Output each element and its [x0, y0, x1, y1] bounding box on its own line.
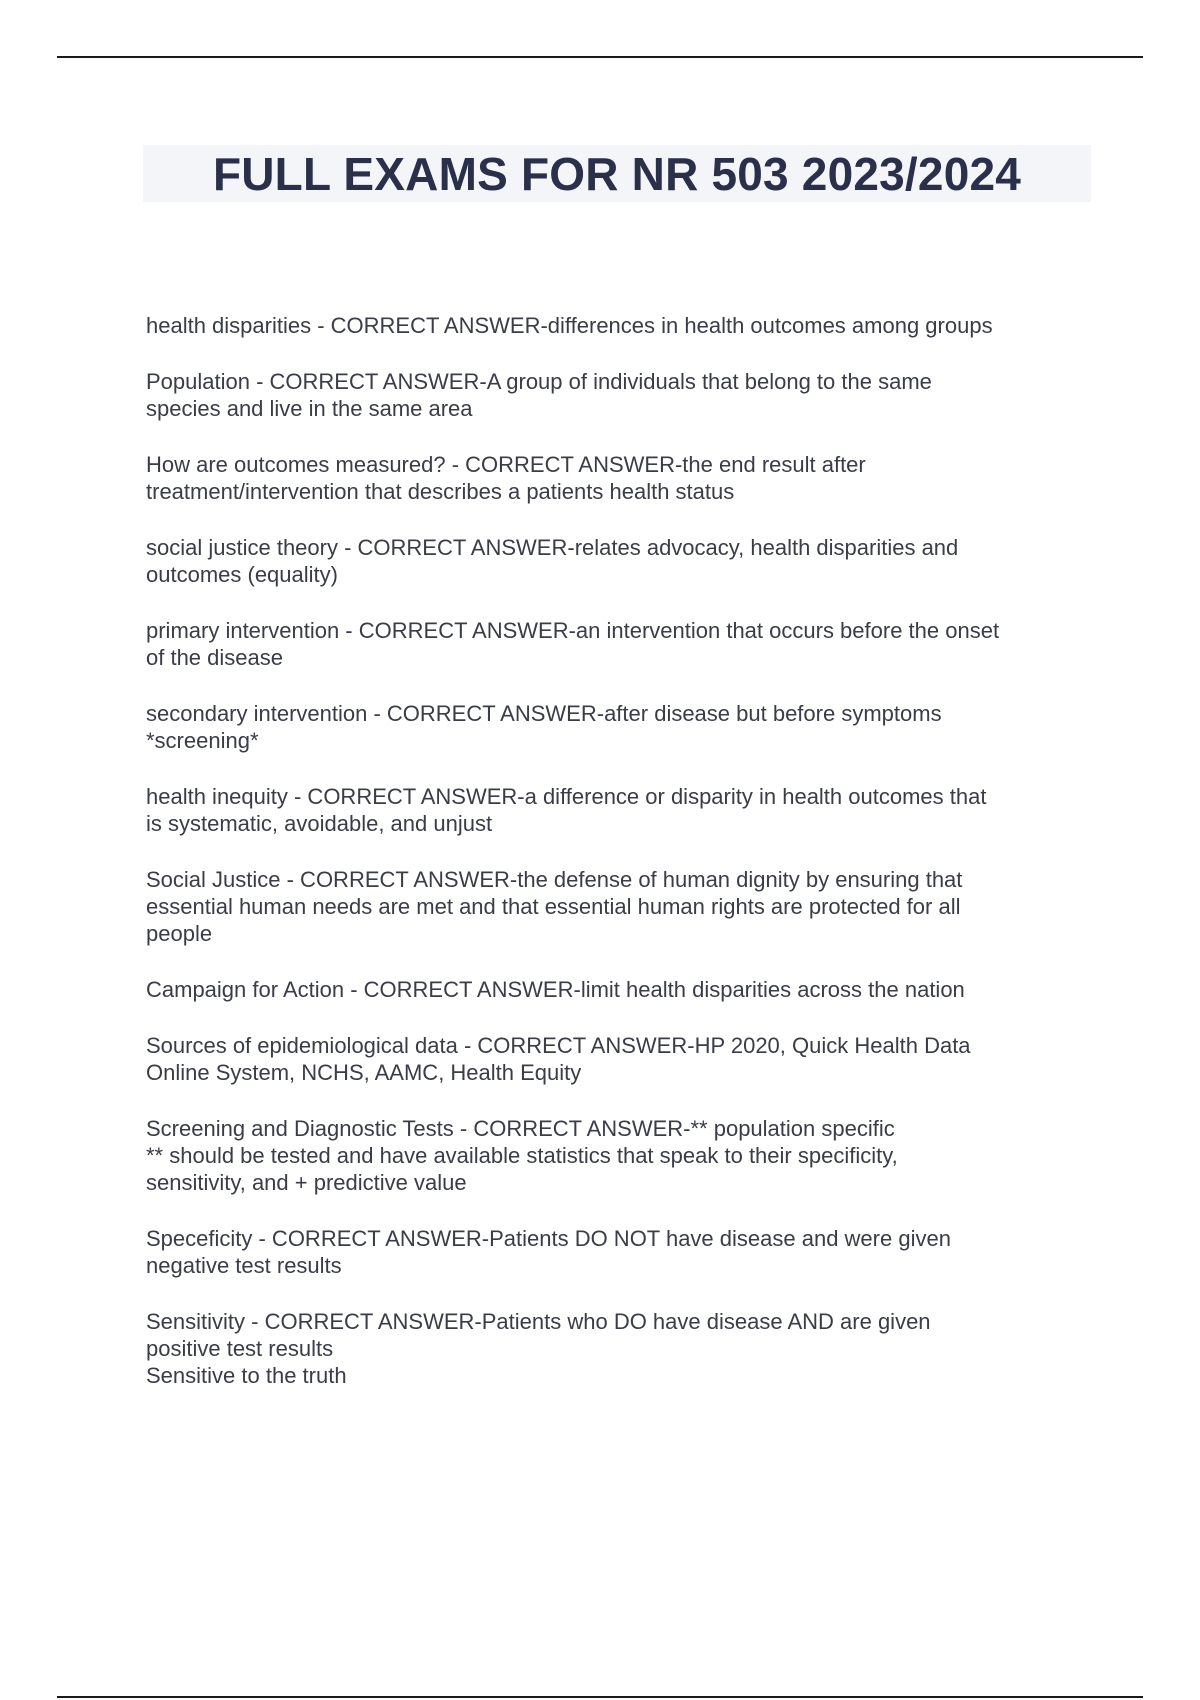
- bottom-rule: [57, 1696, 1143, 1698]
- qa-entry-epidemiological-data: Sources of epidemiological data - CORRECT ANSWER-HP 2020, Quick Health Data Online System, NCHS, AAMC, Health Equity: [146, 1033, 971, 1085]
- qa-entry-sensitivity: Sensitivity - CORRECT ANSWER-Patients who DO have disease AND are given positive test results Sensitive to the truth: [146, 1309, 931, 1388]
- qa-entry-health-inequity: health inequity - CORRECT ANSWER-a difference or disparity in health outcomes that is systematic, avoidable, and unjust: [146, 784, 987, 836]
- qa-entry-outcomes-measured: How are outcomes measured? - CORRECT ANSWER-the end result after treatment/intervention that describes a patients health status: [146, 452, 866, 504]
- qa-entry-population: Population - CORRECT ANSWER-A group of individuals that belong to the same species and live in the same area: [146, 369, 932, 421]
- qa-entry-primary-intervention: primary intervention - CORRECT ANSWER-an intervention that occurs before the onset of the disease: [146, 618, 1000, 670]
- document-title: FULL EXAMS FOR NR 503 2023/2024: [212, 147, 1022, 200]
- qa-entry-social-justice: Social Justice - CORRECT ANSWER-the defense of human dignity by ensuring that essential human needs are met and that essential human rights are protected for all people: [146, 867, 963, 946]
- qa-entry-screening-diagnostic: Screening and Diagnostic Tests - CORRECT ANSWER-** population specific ** should be tested and have available statistics that speak to their specificity, sensitivity, and + predictive value: [146, 1116, 898, 1195]
- qa-entry-health-disparities: health disparities - CORRECT ANSWER-differences in health outcomes among groups: [146, 313, 993, 338]
- qa-entry-campaign-for-action: Campaign for Action - CORRECT ANSWER-limit health disparities across the nation: [146, 977, 965, 1002]
- qa-entry-social-justice-theory: social justice theory - CORRECT ANSWER-relates advocacy, health disparities and outcomes (equality): [146, 535, 959, 587]
- qa-list: [146, 312, 1091, 1418]
- title-band: [143, 145, 1091, 202]
- top-rule: [57, 56, 1143, 58]
- qa-entry-specificity: Speceficity - CORRECT ANSWER-Patients DO NOT have disease and were given negative test results: [146, 1226, 951, 1278]
- qa-entry-secondary-intervention: secondary intervention - CORRECT ANSWER-after disease but before symptoms *screening*: [146, 701, 942, 753]
